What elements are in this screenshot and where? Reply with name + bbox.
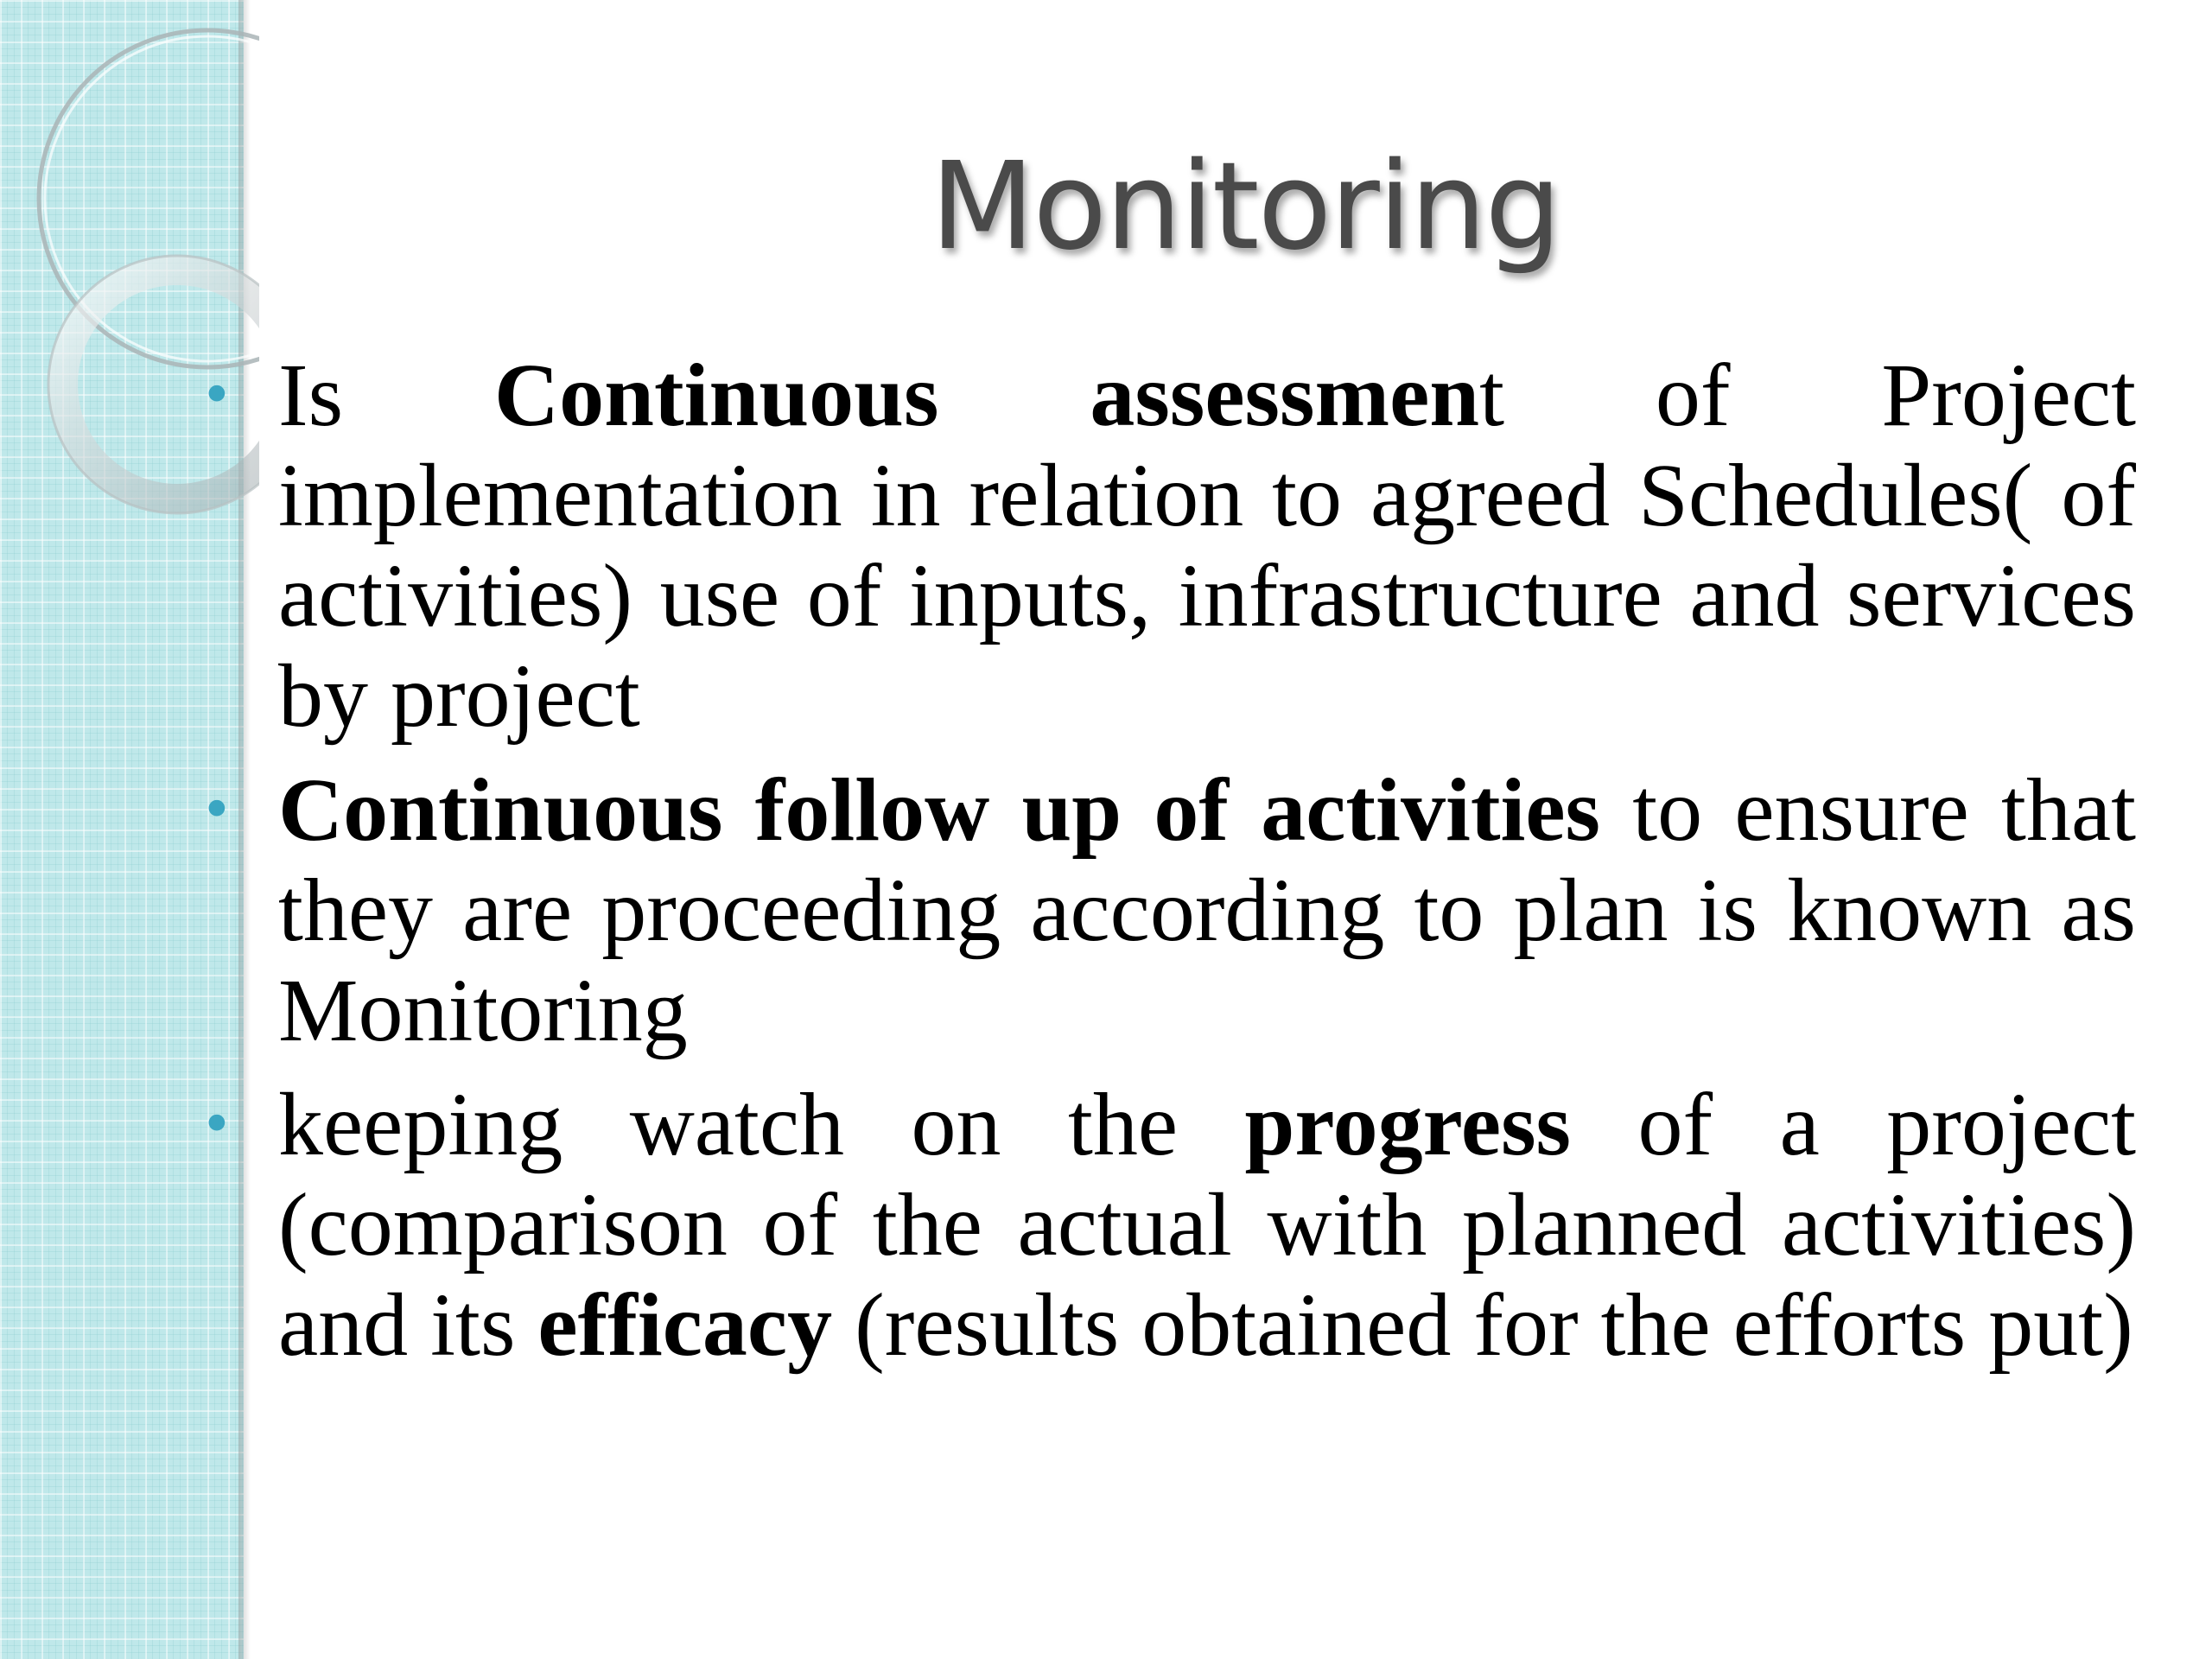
body-text: of a project (comparison of the actual with planned activities) and its bbox=[278, 1075, 2136, 1375]
bold-text: assessmen bbox=[1090, 346, 1480, 445]
body-text: to ensure that they are proceeding according to plan is known as Monitoring bbox=[278, 760, 2137, 1060]
bold-text: progress bbox=[1244, 1075, 1572, 1174]
bold-text: efficacy bbox=[537, 1275, 833, 1375]
bullet-item bbox=[200, 1075, 2136, 1376]
bullet-list bbox=[200, 346, 2136, 1389]
bullet-dot-icon: • bbox=[200, 364, 233, 428]
bullet-dot-icon: • bbox=[200, 1093, 233, 1157]
body-text: (results obtained for the efforts put) bbox=[832, 1275, 2133, 1375]
body-text: t of Project implementation in relation to agreed Schedules( of activities) use of inputs, infrastructure and services by project bbox=[278, 346, 2136, 746]
bullet-item bbox=[200, 346, 2136, 747]
body-text: keeping watch on the bbox=[278, 1075, 1245, 1174]
bullet-dot-icon: • bbox=[200, 779, 233, 842]
body-text: Is bbox=[278, 346, 495, 445]
body-text bbox=[938, 346, 1090, 445]
bold-text: Continuous bbox=[494, 346, 939, 445]
slide-title: Monitoring bbox=[930, 137, 1560, 277]
bold-text: Continuous follow up of activities bbox=[278, 760, 1601, 860]
bullet-item bbox=[200, 760, 2136, 1061]
